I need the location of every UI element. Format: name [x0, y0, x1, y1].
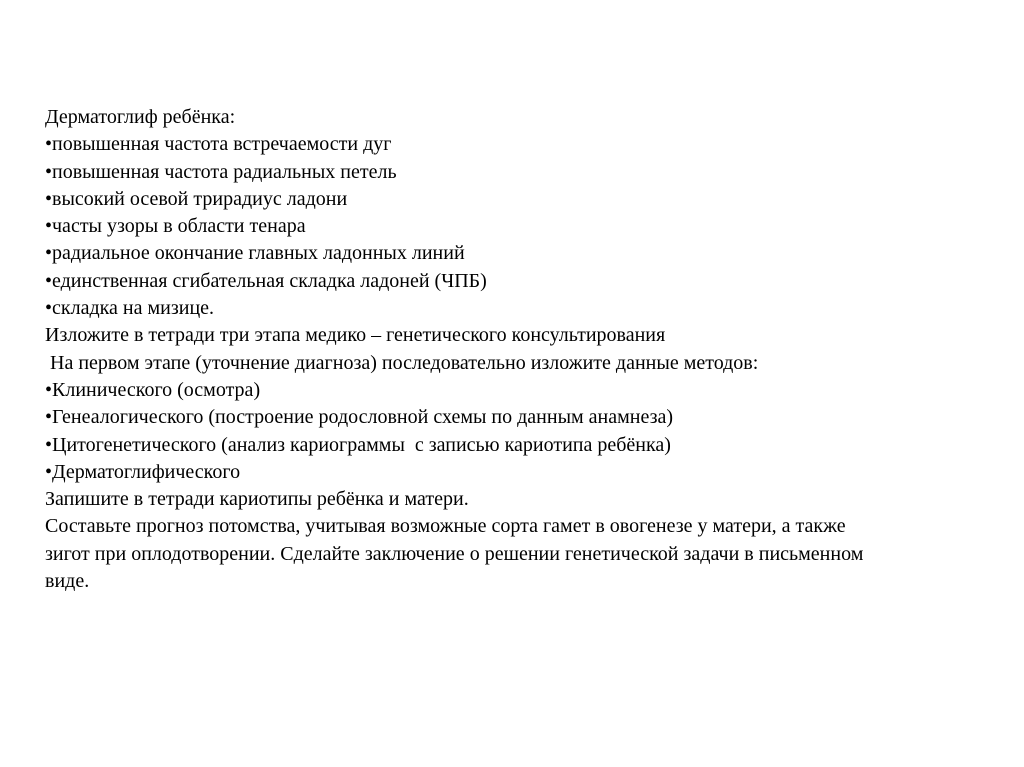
text-line: На первом этапе (уточнение диагноза) последовательно изложите данные методов:: [45, 351, 759, 374]
text-line: Запишите в тетради кариотипы ребёнка и матери.: [45, 488, 469, 511]
text-line: •складка на мизице.: [45, 297, 215, 320]
slide-text-block: [45, 104, 1005, 595]
text-line: Составьте прогноз потомства, учитывая возможные сорта гамет в овогенезе у матери, а также: [45, 515, 846, 538]
text-line: Дерматоглиф ребёнка:: [45, 106, 236, 128]
text-line: •повышенная частота радиальных петель: [45, 160, 397, 183]
text-line: •Дерматоглифического: [45, 460, 241, 483]
text-line: •радиальное окончание главных ладонных линий: [45, 242, 465, 265]
text-line: •единственная сгибательная складка ладоней (ЧПБ): [45, 269, 487, 292]
text-line: •часты узоры в области тенара: [45, 215, 306, 238]
text-line: •Клинического (осмотра): [45, 378, 261, 401]
text-line: виде.: [45, 570, 90, 593]
text-line: •Цитогенетического (анализ кариограммы с записью кариотипа ребёнка): [45, 433, 671, 456]
text-line: Изложите в тетради три этапа медико – генетического консультирования: [45, 324, 666, 347]
text-line: •Генеалогического (построение родословной схемы по данным анамнеза): [45, 406, 674, 429]
text-line: •высокий осевой трирадиус ладони: [45, 187, 348, 210]
text-line: зигот при оплодотворении. Сделайте заключение о решении генетической задачи в письменном: [45, 542, 864, 565]
text-line: •повышенная частота встречаемости дуг: [45, 133, 392, 156]
